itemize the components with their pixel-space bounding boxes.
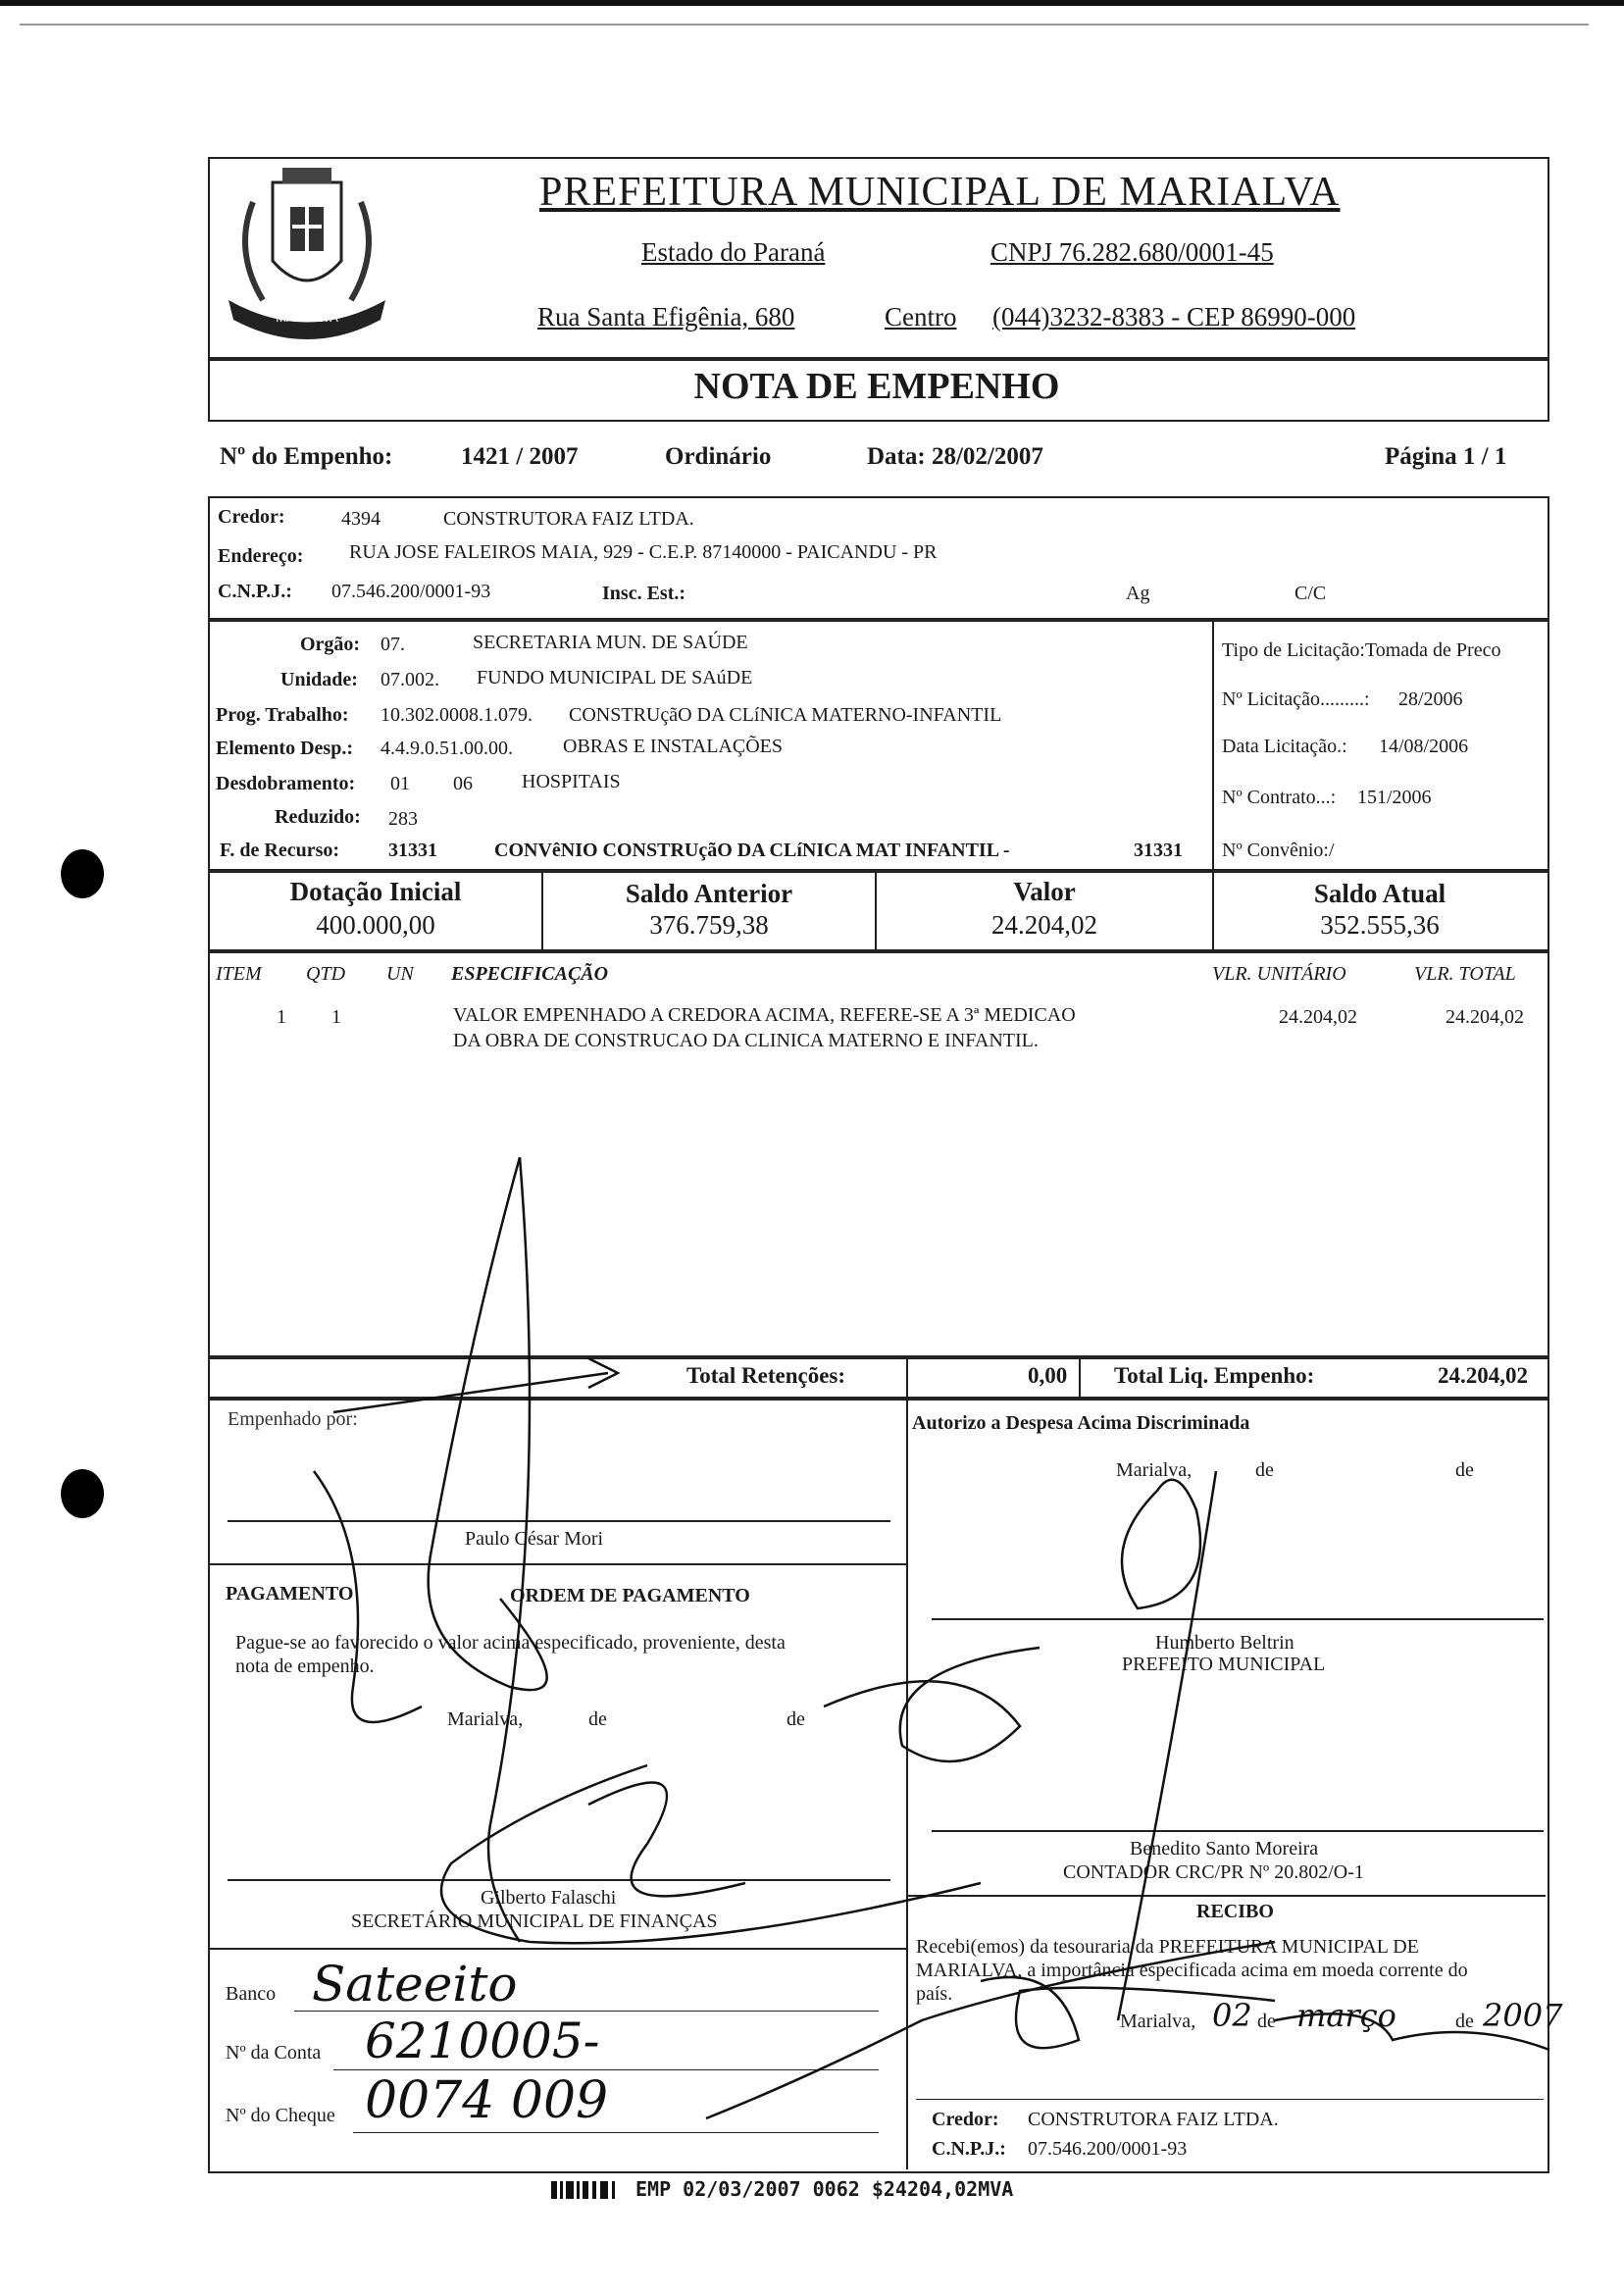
credor-label: Credor: xyxy=(218,506,285,528)
col-vlr-unitario: VLR. UNITÁRIO xyxy=(1212,963,1346,985)
recibo-cnpj-label: C.N.P.J.: xyxy=(932,2138,1006,2160)
punch-hole-bottom xyxy=(61,1469,104,1518)
empenho-number: 1421 / 2007 xyxy=(461,443,579,470)
credor-cnpj-label: C.N.P.J.: xyxy=(218,581,292,602)
signature-strokes-icon xyxy=(294,1138,1569,2177)
scan-line xyxy=(20,24,1589,25)
recurso-code2: 31331 xyxy=(1134,840,1183,861)
header-cnpj: CNPJ 76.282.680/0001-45 xyxy=(990,237,1274,267)
empenho-date: Data: 28/02/2007 xyxy=(867,443,1043,470)
conta-label: Nº da Conta xyxy=(226,2042,322,2064)
credor-name: CONSTRUTORA FAIZ LTDA. xyxy=(443,508,694,530)
header-phone-cep: (044)3232-8383 - CEP 86990-000 xyxy=(992,302,1356,331)
saldo-anterior-value: 376.759,38 xyxy=(649,910,769,940)
desdob-label: Desdobramento: xyxy=(216,773,356,794)
contador-name: Benedito Santo Moreira xyxy=(1130,1838,1319,1860)
ordem-label: ORDEM DE PAGAMENTO xyxy=(510,1585,750,1606)
col-item: ITEM xyxy=(216,963,262,985)
pagamento-place: Marialva, xyxy=(447,1708,524,1730)
col-vlr-total: VLR. TOTAL xyxy=(1414,963,1516,985)
recibo-text2: MARIALVA, a importância especificada acima em moeda corrente do xyxy=(916,1960,1468,1981)
contrato-value: 151/2006 xyxy=(1357,787,1432,808)
svg-text:MARIALVA: MARIALVA xyxy=(276,310,338,325)
cc-label: C/C xyxy=(1294,583,1327,604)
col-qtd: QTD xyxy=(306,963,346,985)
reduzido-label: Reduzido: xyxy=(275,806,361,828)
contador-role: CONTADOR CRC/PR Nº 20.802/O-1 xyxy=(1063,1861,1364,1883)
empenhado-label: Empenhado por: xyxy=(228,1408,358,1430)
item-total-value: 24.204,02 xyxy=(1446,1006,1524,1028)
pagamento-de1: de xyxy=(588,1708,607,1730)
autorizo-place: Marialva, xyxy=(1116,1459,1193,1481)
secretario-name: Gilberto Falaschi xyxy=(481,1887,617,1909)
item-unit-value: 24.204,02 xyxy=(1279,1006,1357,1028)
prog-name: CONSTRUçãO DA CLíNICA MATERNO-INFANTIL xyxy=(569,704,1002,726)
col-un: UN xyxy=(386,963,414,985)
valor-value: 24.204,02 xyxy=(991,910,1097,940)
empenho-label: Nº do Empenho: xyxy=(220,443,393,470)
recibo-de2: de xyxy=(1455,2011,1474,2032)
elemento-code: 4.4.9.0.51.00.00. xyxy=(381,738,513,759)
orgao-name: SECRETARIA MUN. DE SAÚDE xyxy=(473,632,748,653)
elemento-name: OBRAS E INSTALAÇÕES xyxy=(563,736,783,757)
recurso-name: CONVêNIO CONSTRUçãO DA CLíNICA MAT INFANTIL - xyxy=(494,840,1010,861)
item-spec-line2: DA OBRA DE CONSTRUCAO DA CLINICA MATERNO E INFANTIL. xyxy=(453,1030,1039,1051)
header-address: Rua Santa Efigênia, 680 xyxy=(537,302,795,331)
contrato-label: Nº Contrato...: xyxy=(1222,787,1337,808)
empenhado-name: Paulo César Mori xyxy=(465,1528,604,1550)
dotacao-divider xyxy=(1212,620,1214,869)
recurso-label: F. de Recurso: xyxy=(220,840,340,861)
credor-cnpj: 07.546.200/0001-93 xyxy=(331,581,491,602)
licitacao-tipo: Tipo de Licitação:Tomada de Preco xyxy=(1222,639,1501,661)
prog-code: 10.302.0008.1.079. xyxy=(381,704,533,726)
recibo-month-handwritten: março xyxy=(1296,1997,1396,2034)
prefeito-name: Humberto Beltrin xyxy=(1155,1632,1294,1654)
orgao-code: 07. xyxy=(381,634,405,655)
pagamento-label: PAGAMENTO xyxy=(226,1583,354,1605)
secretario-role: SECRETÁRIO MUNICIPAL DE FINANÇAS xyxy=(351,1911,718,1932)
recibo-year-handwritten: 2007 xyxy=(1483,1997,1563,2034)
desdob-a: 01 xyxy=(390,773,410,794)
unidade-label: Unidade: xyxy=(280,669,358,690)
unidade-name: FUNDO MUNICIPAL DE SAúDE xyxy=(477,667,753,688)
elemento-label: Elemento Desp.: xyxy=(216,738,353,759)
header-district: Centro xyxy=(885,302,957,331)
pagamento-de2: de xyxy=(787,1708,805,1730)
recibo-text1: Recebi(emos) da tesouraria da PREFEITURA MUNICIPAL DE xyxy=(916,1936,1419,1958)
recibo-day-handwritten: 02 xyxy=(1212,1997,1252,2034)
cheque-handwritten: 0074 009 xyxy=(365,2071,609,2130)
orgao-label: Orgão: xyxy=(300,634,361,655)
endereco-label: Endereço: xyxy=(218,545,304,567)
banco-handwritten: Sateeito xyxy=(312,1956,518,2013)
pagamento-text1: Pague-se ao favorecido o valor acima especificado, proveniente, desta xyxy=(235,1632,786,1654)
conta-handwritten: 6210005- xyxy=(365,2013,600,2069)
licitacao-data-label: Data Licitação.: xyxy=(1222,736,1347,757)
cheque-label: Nº do Cheque xyxy=(226,2105,335,2126)
licitacao-numero: 28/2006 xyxy=(1398,688,1463,710)
punch-hole-top xyxy=(61,849,104,898)
header-state: Estado do Paraná xyxy=(641,237,826,267)
unidade-code: 07.002. xyxy=(381,669,439,690)
recibo-cnpj: 07.546.200/0001-93 xyxy=(1028,2138,1188,2160)
recurso-code: 31331 xyxy=(388,840,437,861)
prog-label: Prog. Trabalho: xyxy=(216,704,349,726)
licitacao-numero-label: Nº Licitação.........: xyxy=(1222,688,1370,710)
insc-est-label: Insc. Est.: xyxy=(602,583,686,604)
desdob-b: 06 xyxy=(453,773,473,794)
barcode-icon xyxy=(551,2179,639,2201)
prefeito-role: PREFEITO MUNICIPAL xyxy=(1122,1654,1326,1675)
dotacao-inicial-value: 400.000,00 xyxy=(316,910,435,940)
desdob-name: HOSPITAIS xyxy=(522,771,621,792)
credor-code: 4394 xyxy=(341,508,381,530)
item-spec-line1: VALOR EMPENHADO A CREDORA ACIMA, REFERE-SE A 3ª MEDICAO xyxy=(453,1004,1076,1026)
recibo-credor: CONSTRUTORA FAIZ LTDA. xyxy=(1028,2109,1279,2130)
stamp-text: EMP 02/03/2007 0062 $24204,02MVA xyxy=(635,2177,1014,2201)
item-number: 1 xyxy=(277,1006,286,1028)
autorizo-de1: de xyxy=(1255,1459,1274,1481)
header-title: PREFEITURA MUNICIPAL DE MARIALVA xyxy=(539,170,1341,215)
dotacao-inicial-label: Dotação Inicial xyxy=(289,877,462,906)
municipal-crest-icon xyxy=(214,163,400,349)
convenio: Nº Convênio:/ xyxy=(1222,840,1335,861)
saldo-atual-label: Saldo Atual xyxy=(1313,879,1446,908)
recibo-place: Marialva, xyxy=(1120,2011,1196,2032)
empenho-type: Ordinário xyxy=(665,443,772,470)
empenho-page: Página 1 / 1 xyxy=(1385,443,1507,470)
total-liq-value: 24.204,02 xyxy=(1438,1363,1528,1388)
saldo-anterior-label: Saldo Anterior xyxy=(625,879,793,908)
item-qtd: 1 xyxy=(331,1006,341,1028)
recibo-title: RECIBO xyxy=(1196,1901,1274,1922)
licitacao-data: 14/08/2006 xyxy=(1379,736,1469,757)
autorizo-label: Autorizo a Despesa Acima Discriminada xyxy=(912,1412,1250,1434)
banco-label: Banco xyxy=(226,1983,277,2005)
retencoes-label: Total Retenções: xyxy=(686,1363,846,1388)
recibo-text3: país. xyxy=(916,1983,953,2005)
retencoes-value: 0,00 xyxy=(1028,1363,1068,1388)
saldo-atual-value: 352.555,36 xyxy=(1320,910,1440,940)
pagamento-text2: nota de empenho. xyxy=(235,1656,375,1677)
valor-label: Valor xyxy=(1013,877,1076,906)
total-liq-label: Total Liq. Empenho: xyxy=(1114,1363,1315,1388)
recibo-credor-label: Credor: xyxy=(932,2109,999,2130)
col-especificacao: ESPECIFICAÇÃO xyxy=(451,963,609,985)
recibo-de1: de xyxy=(1257,2011,1276,2032)
doc-title: NOTA DE EMPENHO xyxy=(693,366,1060,407)
ag-label: Ag xyxy=(1126,583,1150,604)
reduzido-value: 283 xyxy=(388,808,418,830)
scan-top-edge xyxy=(0,0,1624,6)
autorizo-de2: de xyxy=(1455,1459,1474,1481)
endereco-value: RUA JOSE FALEIROS MAIA, 929 - C.E.P. 87140000 - PAICANDU - PR xyxy=(349,541,938,563)
